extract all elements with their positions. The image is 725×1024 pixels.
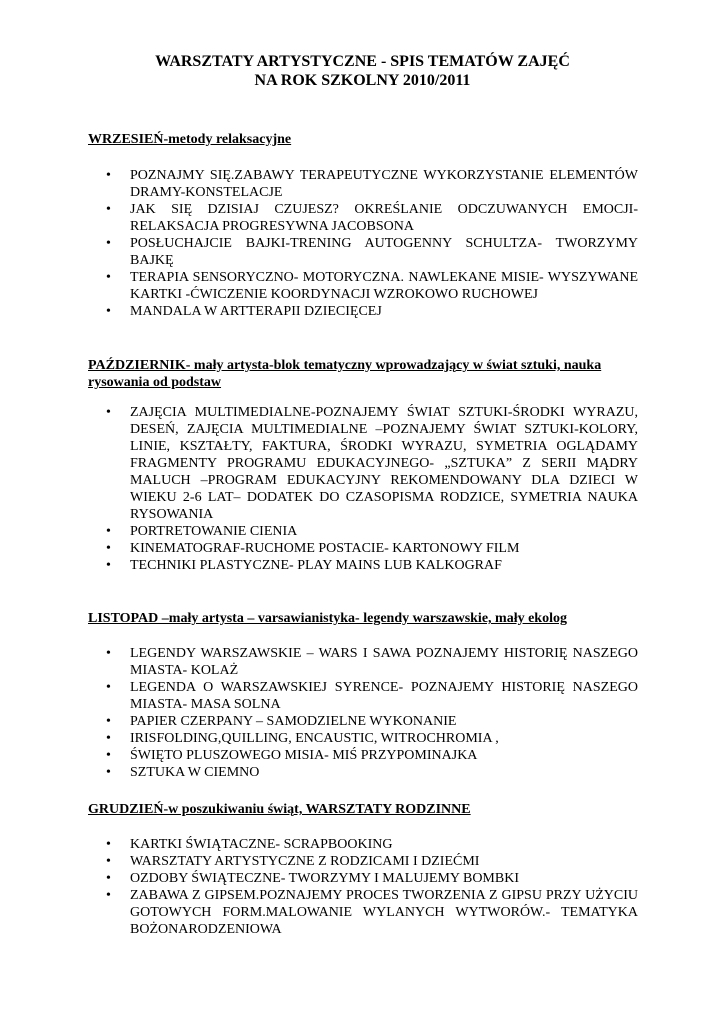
list-item: • PAPIER CZERPANY – SAMODZIELNE WYKONANIE [88, 713, 638, 730]
list-item: • ZABAWA Z GIPSEM.POZNAJEMY PROCES TWORZENIA Z GIPSU PRZY UŻYCIU GOTOWYCH FORM.MALOWANIE WYLANYCH WYTWORÓW.- TEMATYKA BOŻONARODZENIOWA [88, 887, 638, 938]
list-item: • LEGENDA O WARSZAWSKIEJ SYRENCE- POZNAJEMY HISTORIĘ NASZEGO MIASTA- MASA SOLNA [88, 679, 638, 713]
list-item: • JAK SIĘ DZISIAJ CZUJESZ? OKREŚLANIE ODCZUWANYCH EMOCJI- RELAKSACJA PROGRESYWNA JACOBSONA [88, 201, 638, 235]
section-heading-grudzien: GRUDZIEŃ-w poszukiwaniu świąt, WARSZTATY RODZINNE [88, 802, 471, 817]
section-list-pazdziernik [88, 404, 638, 574]
list-item: • IRISFOLDING,QUILLING, ENCAUSTIC, WITROCHROMIA , [88, 730, 638, 747]
section-heading-pazdziernik: PAŹDZIERNIK- mały artysta-blok tematyczny wprowadzający w świat sztuki, nauka rysowania od podstaw [88, 358, 602, 390]
list-item: • POZNAJMY SIĘ.ZABAWY TERAPEUTYCZNE WYKORZYSTANIE ELEMENTÓW DRAMY-KONSTELACJE [88, 167, 638, 201]
title-line-1: WARSZTATY ARTYSTYCZNE - SPIS TEMATÓW ZAJĘĆ [155, 53, 570, 70]
list-item: • ŚWIĘTO PLUSZOWEGO MISIA- MIŚ PRZYPOMINAJKA [88, 747, 638, 764]
list-item: • KINEMATOGRAF-RUCHOME POSTACIE- KARTONOWY FILM [88, 540, 638, 557]
section-list-wrzesien [88, 167, 638, 320]
section-list-grudzien [88, 836, 638, 938]
section-heading-wrzesien: WRZESIEŃ-metody relaksacyjne [88, 132, 292, 147]
section-heading-listopad: LISTOPAD –mały artysta – varsawianistyka- legendy warszawskie, mały ekolog [88, 611, 567, 626]
section-list-listopad [88, 645, 638, 781]
list-item: • MANDALA W ARTTERAPII DZIECIĘCEJ [88, 303, 638, 320]
title-line-2: NA ROK SZKOLNY 2010/2011 [254, 72, 471, 89]
list-item: • TECHNIKI PLASTYCZNE- PLAY MAINS LUB KALKOGRAF [88, 557, 638, 574]
list-item: • KARTKI ŚWIĄTACZNE- SCRAPBOOKING [88, 836, 638, 853]
list-item: • TERAPIA SENSORYCZNO- MOTORYCZNA. NAWLEKANE MISIE- WYSZYWANE KARTKI -ĆWICZENIE KOORDYNACJI WZROKOWO RUCHOWEJ [88, 269, 638, 303]
document-title [80, 52, 645, 90]
list-item: • SZTUKA W CIEMNO [88, 764, 638, 781]
list-item: • PORTRETOWANIE CIENIA [88, 523, 638, 540]
list-item: • ZAJĘCIA MULTIMEDIALNE-POZNAJEMY ŚWIAT SZTUKI-ŚRODKI WYRAZU, DESEŃ, ZAJĘCIA MULTIMEDIALNE –POZNAJEMY ŚWIAT SZTUKI-KOLORY, LINIE, KSZTAŁTY, FAKTURA, ŚRODKI WYRAZU, SYMETRIA OGLĄDAMY FRAGMENTY PROGRAMU EDUKACYJNEGO- „SZTUKA” Z SERII MĄDRY MALUCH –PROGRAM EDUKACYJNY REKOMENDOWANY DLA DZIECI W WIEKU 2-6 LAT– DODATEK DO CZASOPISMA RODZICE, SYMETRIA NAUKA RYSOWANIA [88, 404, 638, 523]
list-item: • OZDOBY ŚWIĄTECZNE- TWORZYMY I MALUJEMY BOMBKI [88, 870, 638, 887]
list-item: • WARSZTATY ARTYSTYCZNE Z RODZICAMI I DZIEĆMI [88, 853, 638, 870]
list-item: • POSŁUCHAJCIE BAJKI-TRENING AUTOGENNY SCHULTZA- TWORZYMY BAJKĘ [88, 235, 638, 269]
list-item: • LEGENDY WARSZAWSKIE – WARS I SAWA POZNAJEMY HISTORIĘ NASZEGO MIASTA- KOLAŻ [88, 645, 638, 679]
